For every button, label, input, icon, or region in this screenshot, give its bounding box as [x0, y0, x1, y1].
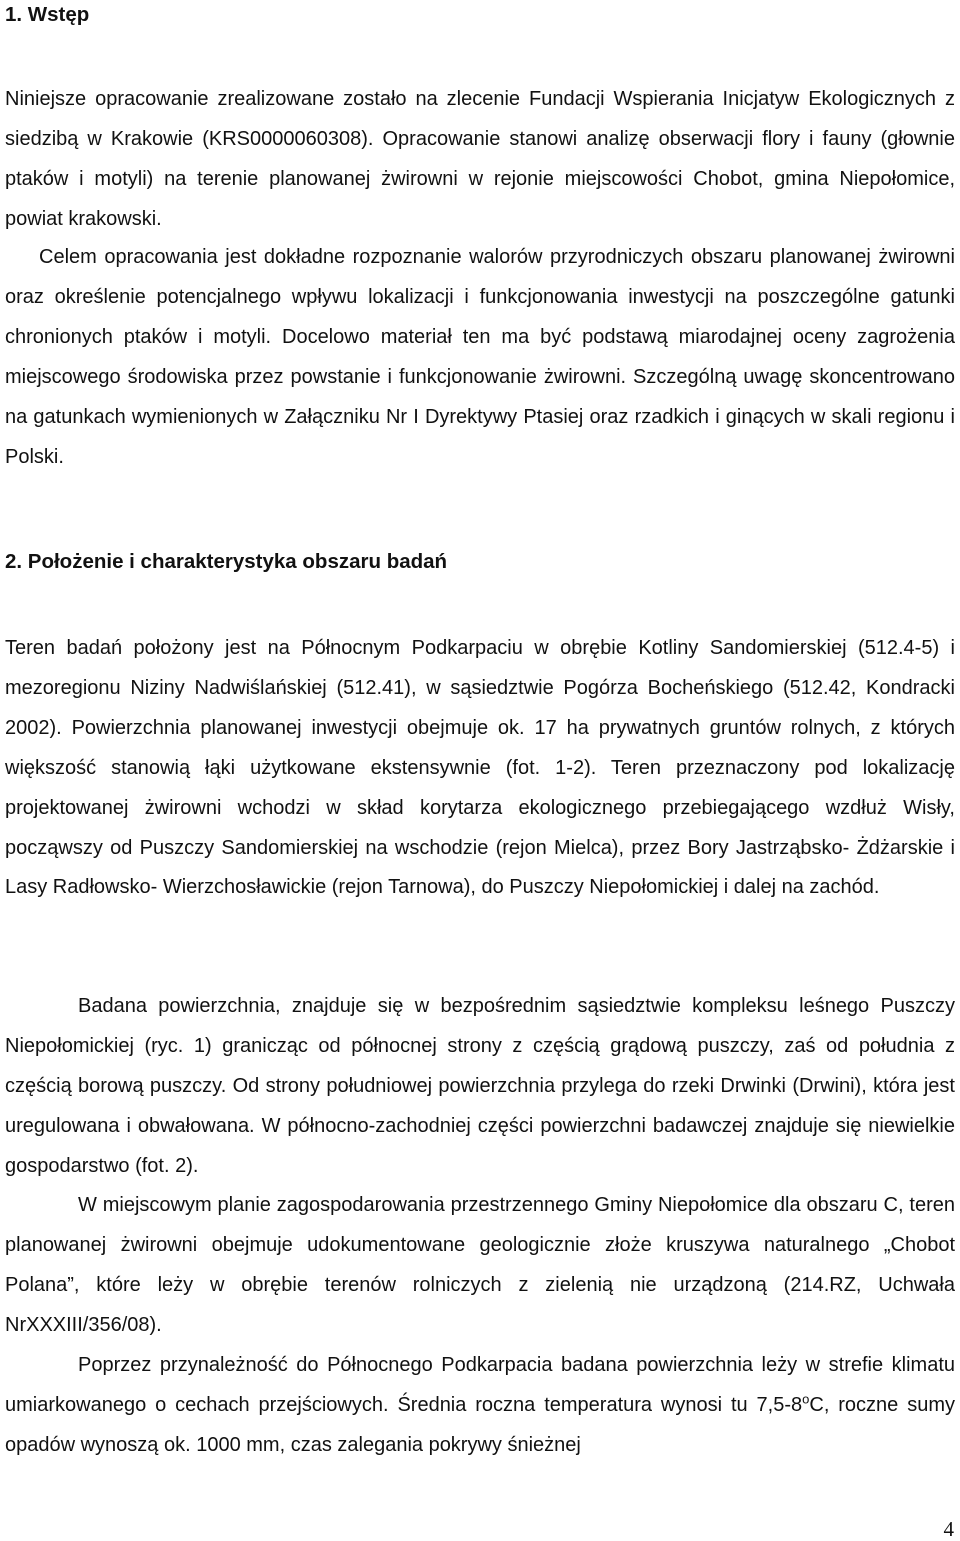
- section-2-paragraph-1-text: Teren badań położony jest na Północnym Podkarpaciu w obrębie Kotliny Sandomierskiej (512.4-5) i mezoregionu Niziny Nadwiślańskiej (512.41), w sąsiedztwie Pogórza Bocheńskiego (512.42, Kondracki 2002). Powierzchnia planowanej inwestycji obejmuje ok. 17 ha prywatnych gruntów rolnych, z których większość stanowią łąki użytkowane ekstensywnie (fot. 1-2). Teren przeznaczony pod lokalizację projektowanej żwirowni wchodzi w skład korytarza ekologicznego przebiegającego wzdłuż Wisły, począwszy od Puszczy Sandomierskiej na wschodzie (rejon Mielca), przez Bory Jastrząbsko- Żdżarskie i Lasy Radłowsko- Wierzchosławickie (rejon Tarnowa), do Puszczy Niepołomickiej i dalej na zachód.: [5, 637, 955, 899]
- section-2-paragraph-4: [5, 1346, 955, 1466]
- section-2-paragraph-4-text-end: C, roczne sumy opadów wynoszą ok. 1000 mm, czas zalegania pokrywy śnieżnej: [5, 1393, 955, 1456]
- section-2-paragraph-2: [5, 987, 955, 1187]
- section-2-paragraph-3-text: W miejscowym planie zagospodarowania przestrzennego Gminy Niepołomice dla obszaru C, teren planowanej żwirowni obejmuje udokumentowane geologicznie złoże kruszywa naturalnego „Chobot Polana”, które leży w obrębie terenów rolniczych z zielenią nie urządzoną (214.RZ, Uchwała NrXXXIII/356/08).: [5, 1194, 955, 1336]
- degree-superscript: o: [802, 1391, 810, 1407]
- section-1-paragraph-1-text: Niniejsze opracowanie zrealizowane zostało na zlecenie Fundacji Wspierania Inicjatyw Ekologicznych z siedzibą w Krakowie (KRS0000060308). Opracowanie stanowi analizę obserwacji flory i fauny (głownie ptaków i motyli) na terenie planowanej żwirowni w rejonie miejscowości Chobot, gmina Niepołomice, powiat krakowski.: [5, 88, 955, 230]
- section-1-paragraph-2: [5, 238, 955, 477]
- section-1-heading: 1. Wstęp: [5, 3, 90, 26]
- section-2-paragraph-3: [5, 1186, 955, 1346]
- section-2-heading: 2. Położenie i charakterystyka obszaru badań: [5, 550, 448, 573]
- section-1-paragraph-1: [5, 80, 955, 240]
- section-2-paragraph-2-text: Badana powierzchnia, znajduje się w bezpośrednim sąsiedztwie kompleksu leśnego Puszczy Niepołomickiej (ryc. 1) granicząc od północnej strony z częścią grądową puszczy, zaś od południa z częścią borową puszczy. Od strony południowej powierzchnia przylega do rzeki Drwinki (Drwini), która jest uregulowana i obwałowana. W północno-zachodniej części powierzchni badawczej znajduje się niewielkie gospodarstwo (fot. 2).: [5, 995, 955, 1177]
- section-2-paragraph-1: [5, 629, 955, 908]
- page-number: 4: [943, 1517, 954, 1541]
- section-2-paragraph-4-text-start: Poprzez przynależność do Północnego Podkarpacia badana powierzchnia leży w strefie klimatu umiarkowanego o cechach przejściowych. Średnia roczna temperatura wynosi tu 7,5-8: [5, 1354, 955, 1416]
- section-1-paragraph-2-text: Celem opracowania jest dokładne rozpoznanie walorów przyrodniczych obszaru planowanej żwirowni oraz określenie potencjalnego wpływu lokalizacji i funkcjonowania inwestycji na poszczególne gatunki chronionych ptaków i motyli. Docelowo materiał ten ma być podstawą miarodajnej oceny zagrożenia miejscowego środowiska przez powstanie i funkcjonowanie żwirowni. Szczególną uwagę skoncentrowano na gatunkach wymienionych w Załączniku Nr I Dyrektywy Ptasiej oraz rzadkich i ginących w skali regionu i Polski.: [5, 246, 955, 468]
